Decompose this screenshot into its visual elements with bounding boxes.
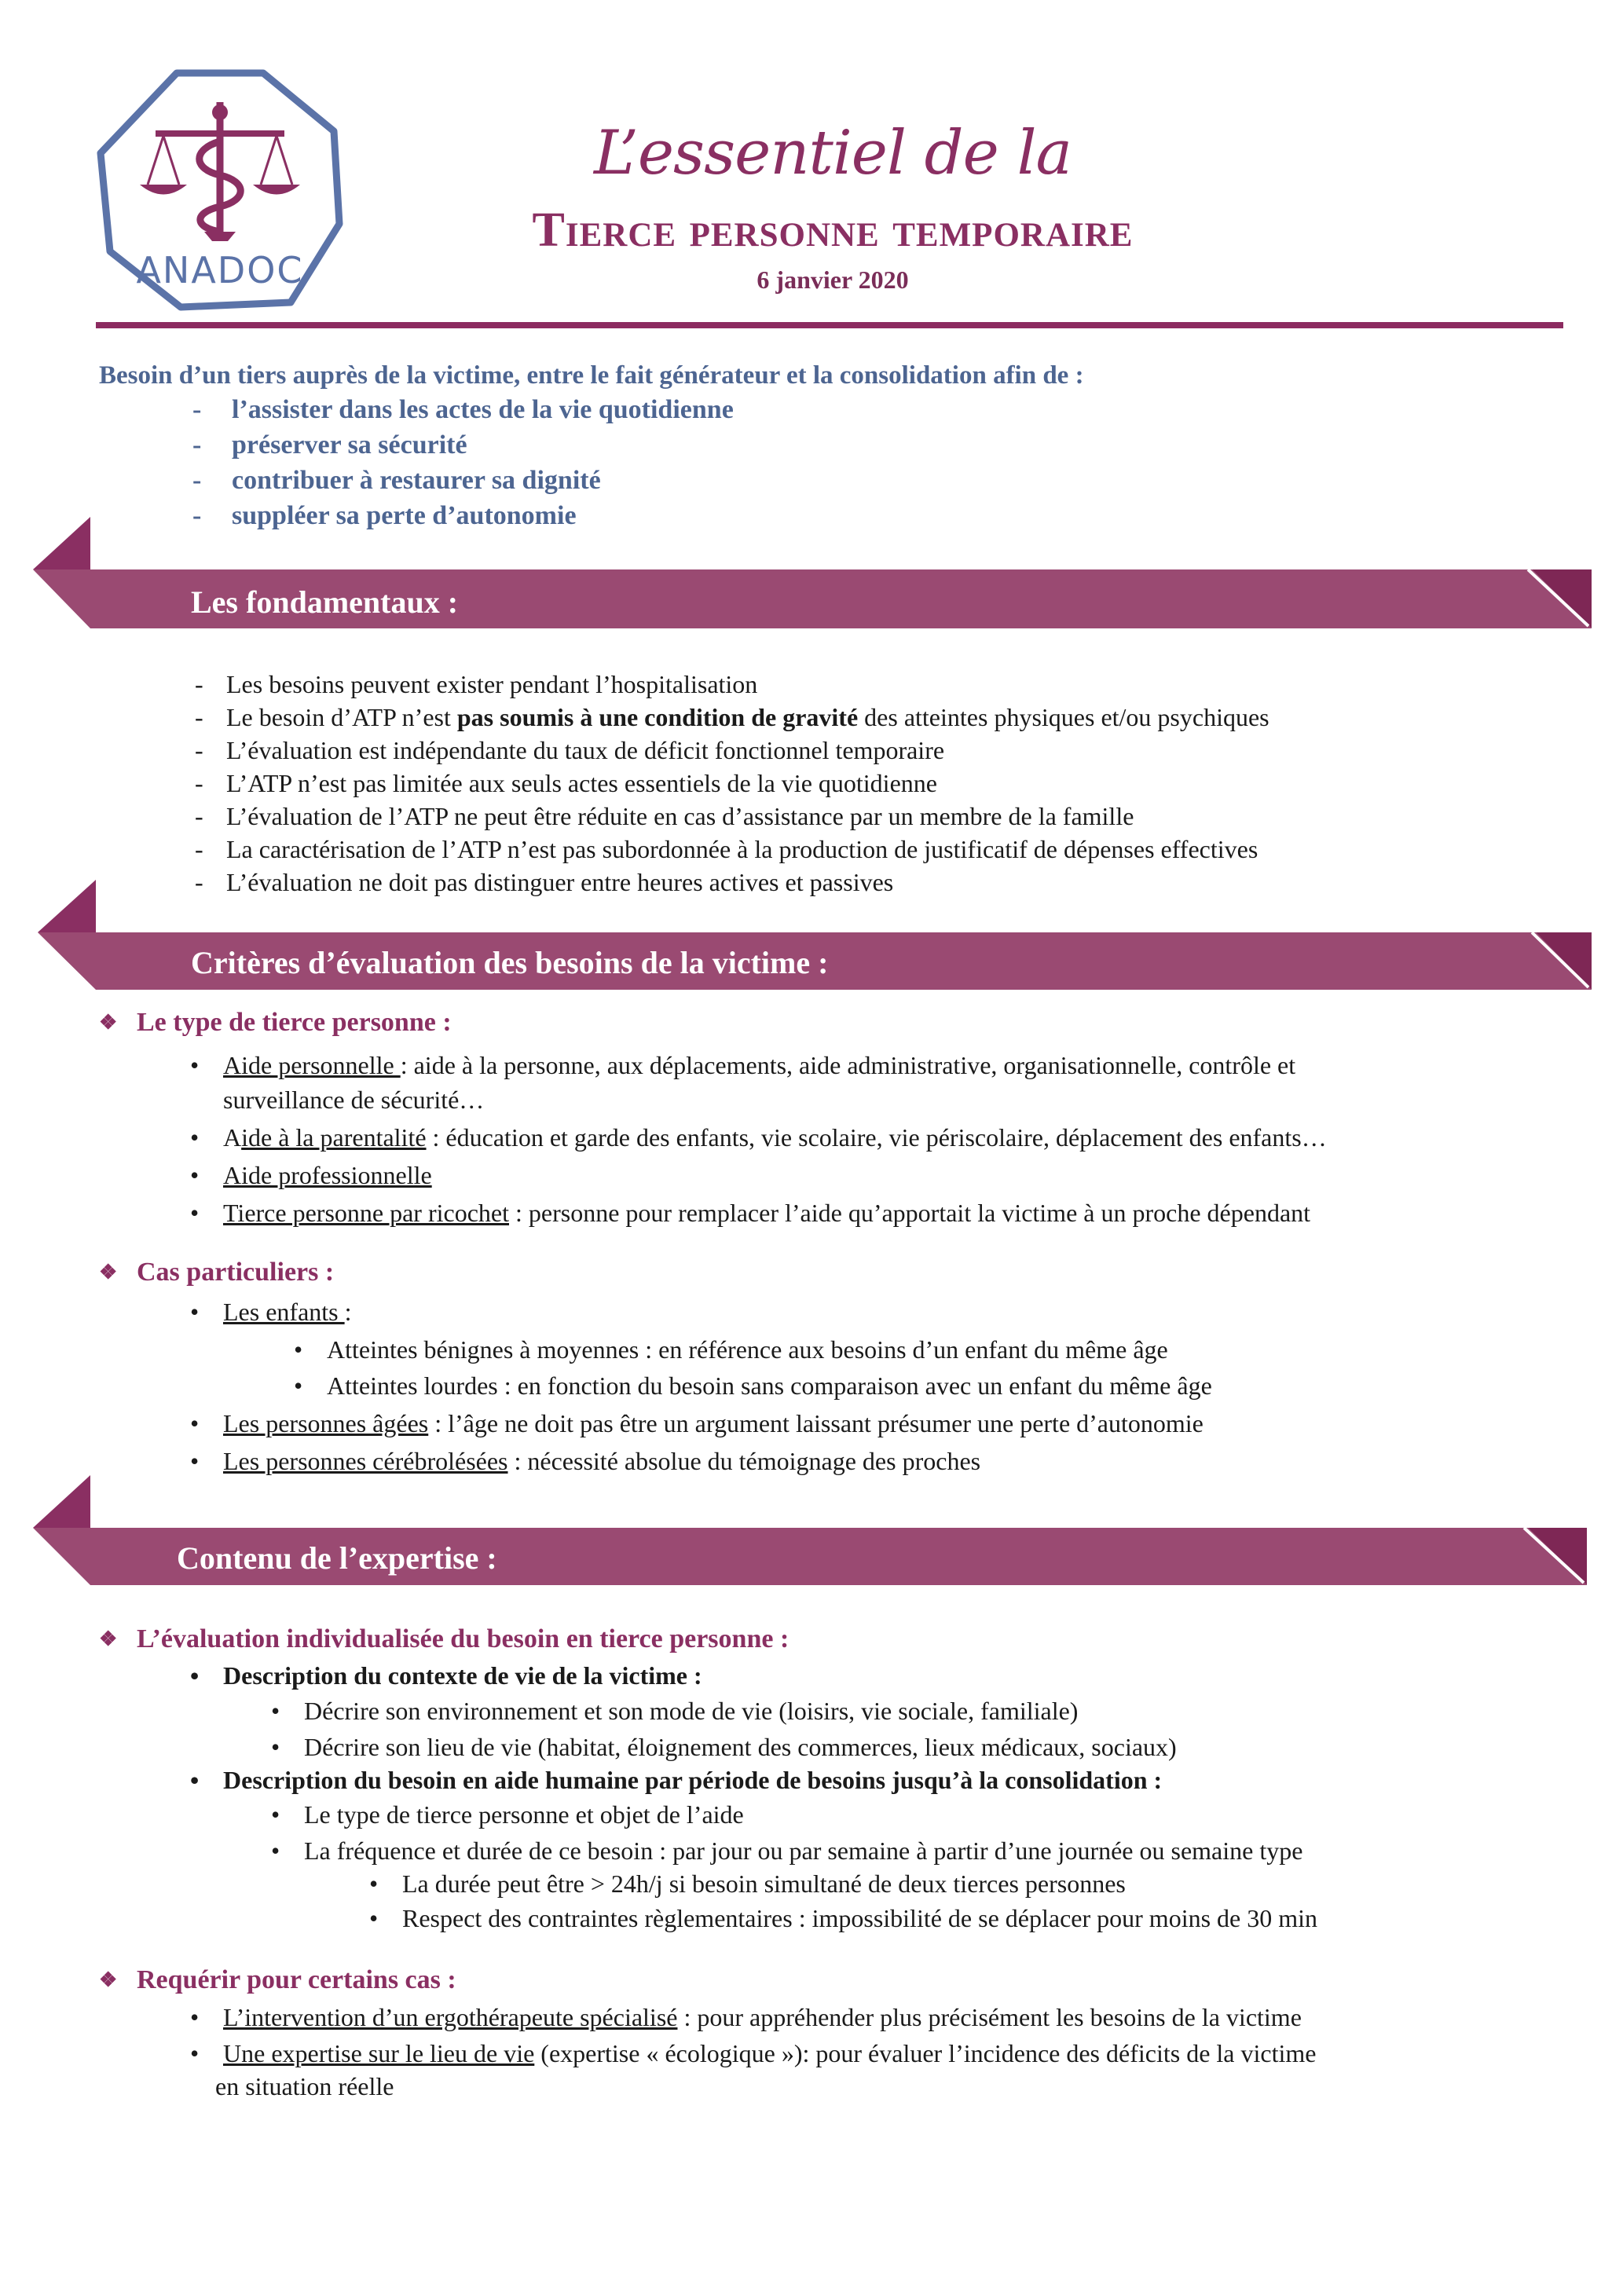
req-heading: ❖ Requérir pour certains cas :	[99, 1965, 456, 1994]
list-item: - L’évaluation ne doit pas distinguer entre heures actives et passives	[195, 868, 894, 896]
main-title: Tierce personne temporaire	[532, 203, 1134, 257]
list-item: - L’évaluation est indépendante du taux de déficit fonctionnel temporaire	[195, 736, 945, 764]
document-date: 6 janvier 2020	[757, 265, 909, 294]
intro-item: - préserver sa sécurité	[192, 430, 467, 460]
eval-heading: ❖ L’évaluation individualisée du besoin en tierce personne :	[99, 1624, 790, 1653]
list-item: • Une expertise sur le lieu de vie (expertise « écologique »): pour évaluer l’incidence des déficits de la victime	[190, 2039, 1317, 2067]
list-item: - Le besoin d’ATP n’est pas soumis à une condition de gravité des atteintes physiques et/ou psychiques	[195, 703, 1269, 731]
list-item: • Description du besoin en aide humaine par période de besoins jusqu’à la consolidation :	[190, 1766, 1163, 1794]
sub-list-item: • La fréquence et durée de ce besoin : par jour ou par semaine à partir d’une journée ou semaine type	[271, 1836, 1303, 1865]
list-item: - Les besoins peuvent exister pendant l’hospitalisation	[195, 670, 758, 698]
diamond-bullet-icon: ❖	[99, 1261, 118, 1283]
sub-list-item: • Atteintes lourdes : en fonction du besoin sans comparaison avec un enfant du même âge	[294, 1371, 1212, 1400]
sub-sub-list-item: • La durée peut être > 24h/j si besoin simultané de deux tierces personnes	[369, 1869, 1126, 1898]
anadoc-logo	[94, 67, 346, 318]
svg-text:ANADOC: ANADOC	[136, 249, 304, 291]
list-item: • Description du contexte de vie de la victime :	[190, 1661, 702, 1690]
section-title-contenu: Contenu de l’expertise :	[177, 1540, 497, 1576]
list-item-continuation: surveillance de sécurité…	[223, 1086, 485, 1114]
list-item: • Aide personnelle : aide à la personne, aux déplacements, aide administrative, organisationnelle, contrôle et	[190, 1051, 1296, 1079]
list-item: • Aide à la parentalité : éducation et garde des enfants, vie scolaire, vie périscolaire, déplacement des enfants…	[190, 1123, 1327, 1152]
list-item: • Les personnes âgées : l’âge ne doit pas être un argument laissant présumer une perte d’autonomie	[190, 1409, 1204, 1437]
diamond-bullet-icon: ❖	[99, 1968, 118, 1991]
list-item: • Tierce personne par ricochet : personne pour remplacer l’aide qu’apportait la victime à un proche dépendant	[190, 1199, 1311, 1227]
intro-text: Besoin d’un tiers auprès de la victime, entre le fait générateur et la consolidation afin de :	[99, 361, 1084, 390]
cas-heading: ❖ Cas particuliers :	[99, 1258, 335, 1287]
list-item-continuation: en situation réelle	[215, 2072, 394, 2100]
section-title-fondamentaux: Les fondamentaux :	[191, 584, 459, 620]
diamond-bullet-icon: ❖	[99, 1011, 118, 1034]
list-item: - L’évaluation de l’ATP ne peut être réduite en cas d’assistance par un membre de la famille	[195, 802, 1134, 830]
sub-list-item: • Décrire son environnement et son mode de vie (loisirs, vie sociale, familiale)	[271, 1697, 1079, 1725]
script-title: L’essentiel de la	[593, 118, 1072, 189]
list-item: • Aide professionnelle	[190, 1161, 432, 1189]
list-item: • L’intervention d’un ergothérapeute spécialisé : pour appréhender plus précisément les besoins de la victime	[190, 2003, 1302, 2031]
list-item: - La caractérisation de l’ATP n’est pas subordonnée à la production de justificatif de dépenses effectives	[195, 835, 1258, 863]
list-item: • Les enfants :	[190, 1298, 352, 1326]
sub-sub-list-item: • Respect des contraintes règlementaires : impossibilité de se déplacer pour moins de 30 min	[369, 1904, 1318, 1932]
type-heading: ❖ Le type de tierce personne :	[99, 1008, 452, 1037]
diamond-bullet-icon: ❖	[99, 1628, 118, 1650]
intro-item: - l’assister dans les actes de la vie quotidienne	[192, 395, 734, 424]
list-item: • Les personnes cérébrolésées : nécessité absolue du témoignage des proches	[190, 1447, 981, 1475]
section-title-criteres: Critères d’évaluation des besoins de la victime :	[191, 945, 829, 980]
intro-item: - contribuer à restaurer sa dignité	[192, 466, 601, 495]
list-item: - L’ATP n’est pas limitée aux seuls actes essentiels de la vie quotidienne	[195, 769, 937, 797]
sub-list-item: • Le type de tierce personne et objet de l’aide	[271, 1800, 744, 1829]
sub-list-item: • Atteintes bénignes à moyennes : en référence aux besoins d’un enfant du même âge	[294, 1335, 1168, 1364]
intro-item: - suppléer sa perte d’autonomie	[192, 501, 577, 530]
sub-list-item: • Décrire son lieu de vie (habitat, éloignement des commerces, lieux médicaux, sociaux)	[271, 1733, 1177, 1761]
header-rule	[96, 322, 1563, 328]
